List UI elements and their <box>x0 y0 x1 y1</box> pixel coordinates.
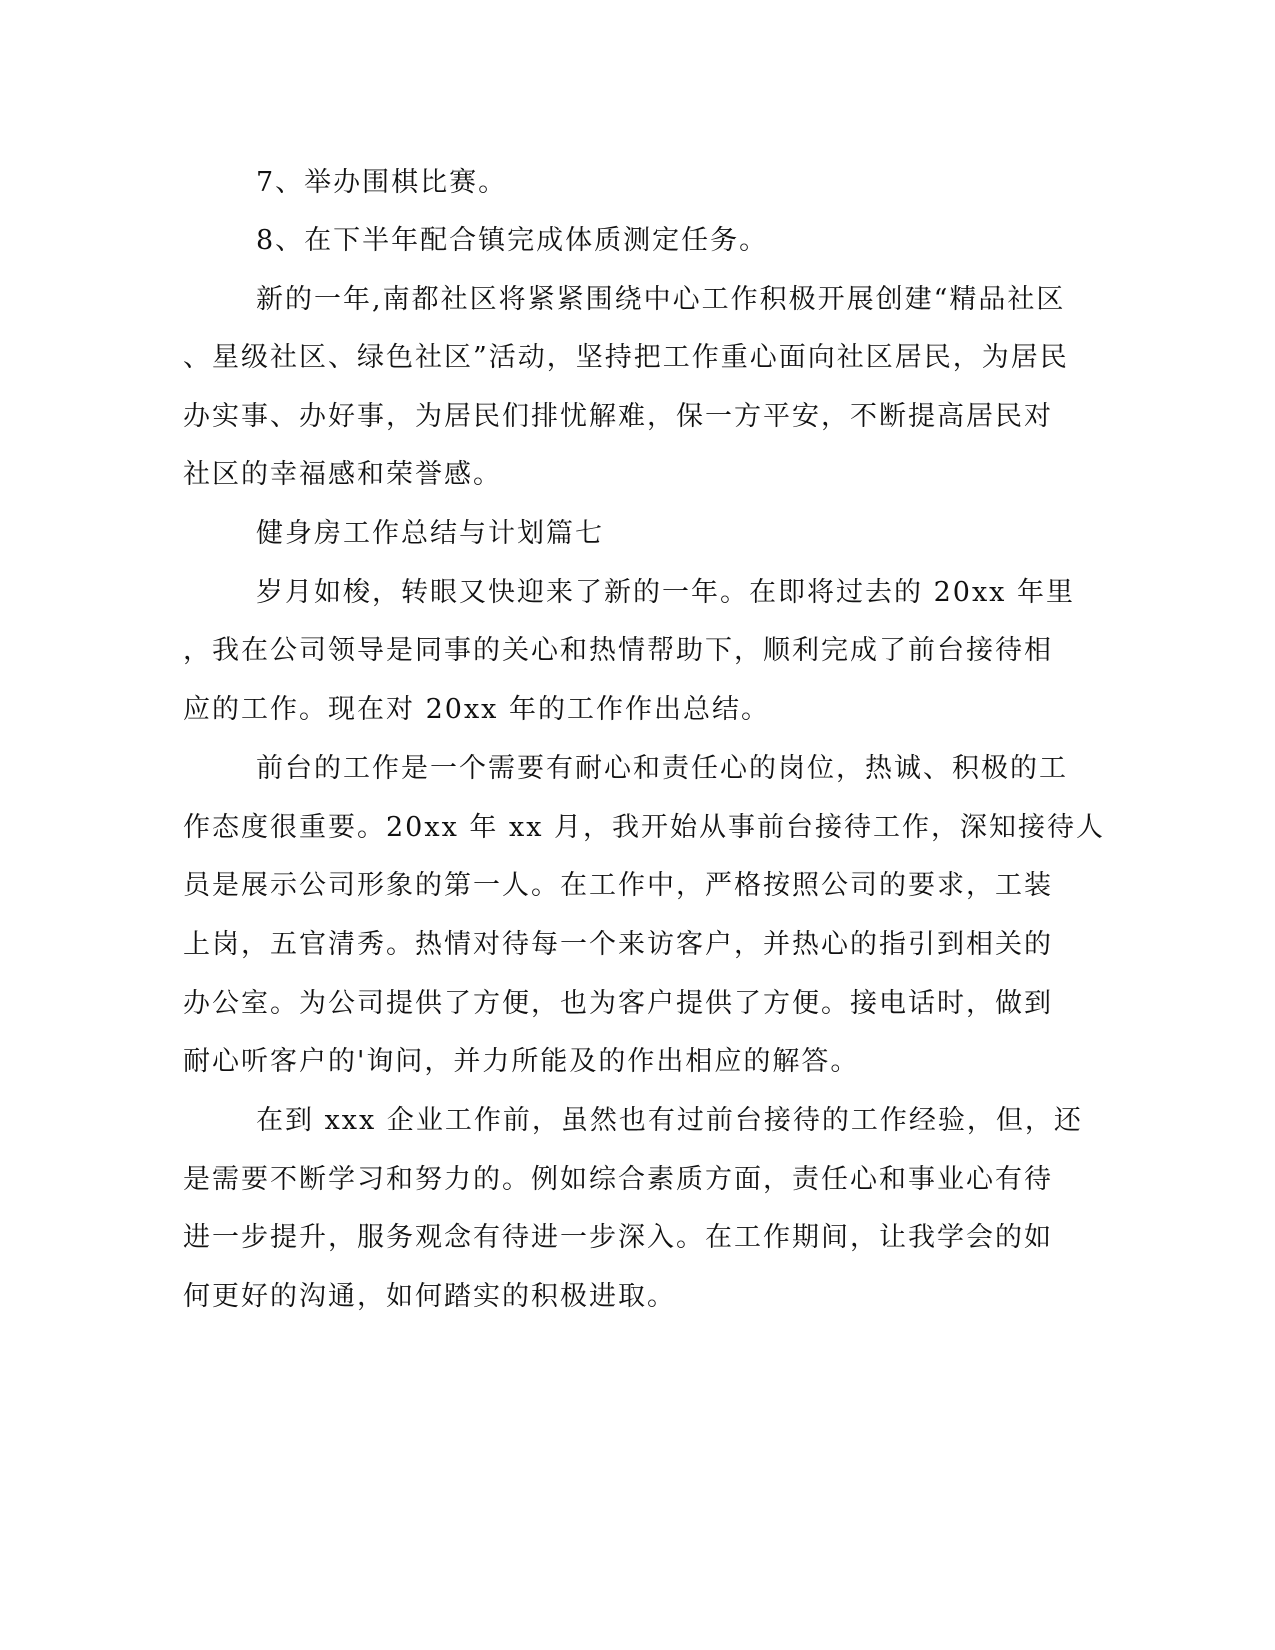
paragraph-line: 社区的幸福感和荣誉感。 <box>183 459 502 490</box>
paragraph-line: 员是展示公司形象的第一人。在工作中，严格按照公司的要求，工装 <box>183 870 1053 901</box>
paragraph-line: 新的一年,南都社区将紧紧围绕中心工作积极开展创建“精品社区 <box>256 284 1066 315</box>
paragraph-line: 上岗，五官清秀。热情对待每一个来访客户，并热心的指引到相关的 <box>183 929 1053 960</box>
paragraph-line: ，我在公司领导是同事的关心和热情帮助下，顺利完成了前台接待相 <box>183 635 1053 666</box>
paragraph-line: 在到 xxx 企业工作前，虽然也有过前台接待的工作经验，但，还 <box>256 1105 1083 1136</box>
paragraph-line: 前台的工作是一个需要有耐心和责任心的岗位，热诚、积极的工 <box>256 753 1068 784</box>
paragraph-line: 进一步提升，服务观念有待进一步深入。在工作期间，让我学会的如 <box>183 1222 1053 1253</box>
list-item-8: 8、在下半年配合镇完成体质测定任务。 <box>256 225 769 256</box>
section-title: 健身房工作总结与计划篇七 <box>256 518 604 549</box>
paragraph-line: 作态度很重要。20xx 年 xx 月，我开始从事前台接待工作，深知接待人 <box>183 812 1106 843</box>
paragraph-line: 办公室。为公司提供了方便，也为客户提供了方便。接电话时，做到 <box>183 988 1053 1019</box>
paragraph-line: 是需要不断学习和努力的。例如综合素质方面，责任心和事业心有待 <box>183 1164 1053 1195</box>
paragraph-line: 、星级社区、绿色社区”活动，坚持把工作重心面向社区居民，为居民 <box>183 342 1069 373</box>
list-item-7: 7、举办围棋比赛。 <box>256 167 508 198</box>
paragraph-line: 何更好的沟通，如何踏实的积极进取。 <box>183 1281 676 1312</box>
paragraph-line: 办实事、办好事，为居民们排忧解难，保一方平安，不断提高居民对 <box>183 401 1053 432</box>
paragraph-line: 岁月如梭，转眼又快迎来了新的一年。在即将过去的 20xx 年里 <box>256 577 1075 608</box>
paragraph-line: 耐心听客户的'询问，并力所能及的作出相应的解答。 <box>183 1046 860 1077</box>
paragraph-line: 应的工作。现在对 20xx 年的工作作出总结。 <box>183 694 770 725</box>
